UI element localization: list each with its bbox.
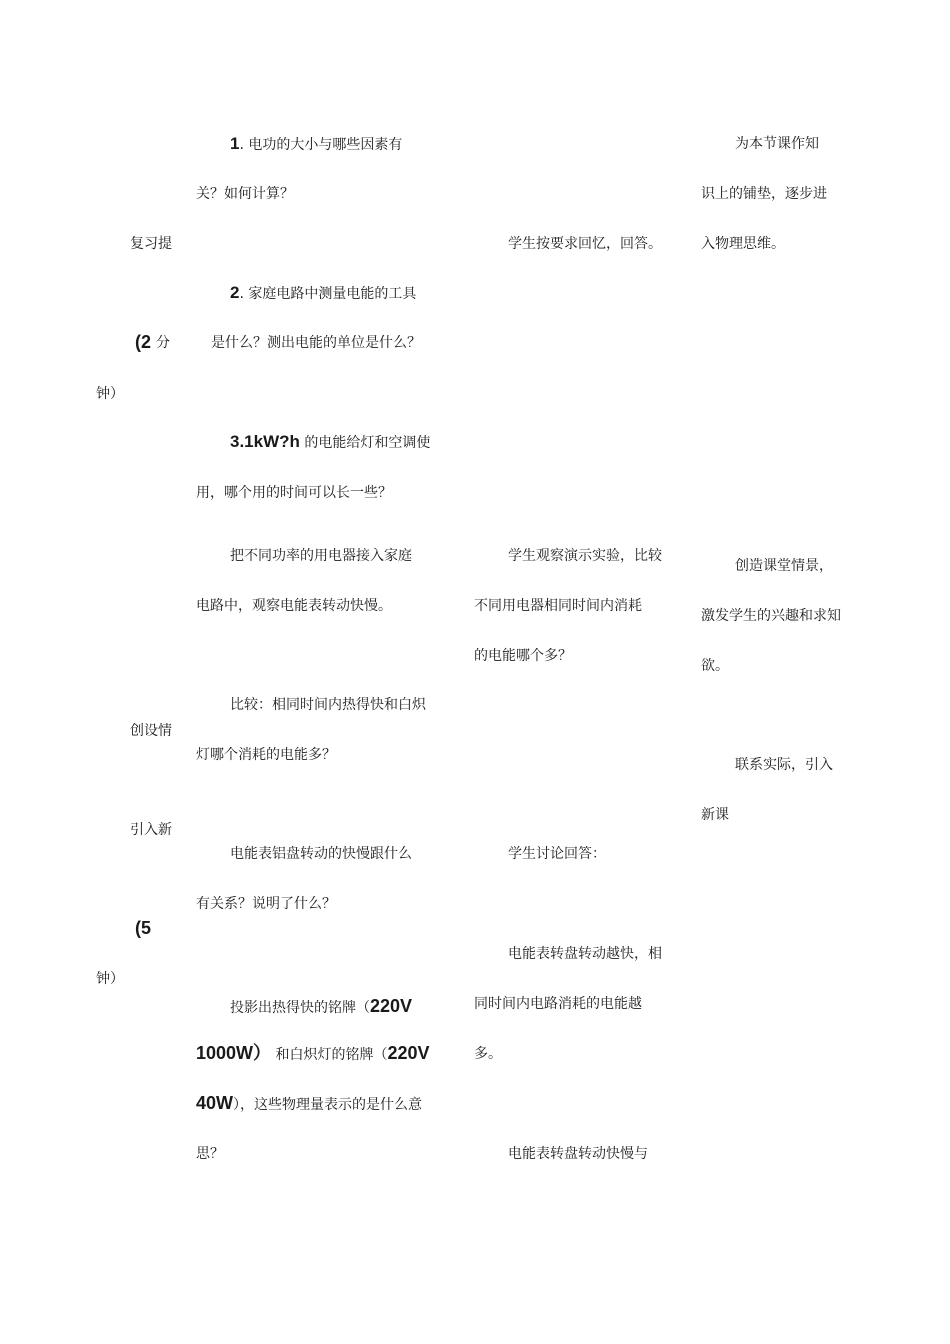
stage-intro-label-2: 引入新: [130, 822, 172, 838]
student-review-answer: 学生按要求回忆，回答。: [508, 236, 662, 252]
stage-intro-label-1: 创设情: [130, 723, 172, 739]
student-conclusion-line-2: 同时间内电路消耗的电能越: [474, 996, 642, 1012]
question-1-number: 1: [230, 134, 240, 153]
nameplate-voltage-2: 220V: [387, 1043, 430, 1063]
stage-review-time-num: (2: [135, 332, 152, 352]
purpose-2-line-3: 欲。: [701, 658, 729, 674]
purpose-1-line-2: 识上的铺垫，逐步进: [701, 186, 827, 202]
nameplate-text-1: 投影出热得快的铭牌（: [230, 1000, 370, 1016]
student-meter-line-1: 电能表转盘转动快慢与: [508, 1146, 648, 1162]
question-1-line-1: [230, 134, 402, 155]
question-2-line-2: 是什么？测出电能的单位是什么？: [211, 335, 421, 351]
question-1-line-2: 关？如何计算？: [196, 186, 294, 202]
purpose-2-line-1: 创造课堂情景，: [735, 558, 833, 574]
purpose-1-line-1: 为本节课作知: [735, 136, 819, 152]
compare-line-2: 灯哪个消耗的电能多？: [196, 747, 336, 763]
purpose-3-line-1: 联系实际，引入: [735, 757, 833, 773]
student-conclusion-line-3: 多。: [474, 1046, 502, 1062]
purpose-2-line-2: 激发学生的兴趣和求知: [701, 608, 841, 624]
question-2-number: 2: [230, 283, 240, 302]
student-observe-line-2: 不同用电器相同时间内消耗: [474, 598, 642, 614]
nameplate-line-1: [230, 996, 412, 1018]
stage-review-time-unit: 分: [156, 335, 170, 351]
stage-review-label: 复习提: [130, 236, 172, 252]
nameplate-power-2: 40W: [196, 1093, 234, 1113]
nameplate-line-2: [196, 1043, 430, 1065]
nameplate-line-3: [196, 1093, 422, 1115]
nameplate-line-4: 思？: [196, 1146, 224, 1162]
stage-intro-time-num: (5: [135, 918, 152, 938]
student-discuss: 学生讨论回答：: [508, 846, 606, 862]
question-3-number: 3.1kW?h: [230, 432, 300, 451]
demo-line-2: 电路中，观察电能表转动快慢。: [196, 598, 392, 614]
student-observe-line-1: 学生观察演示实验，比较: [508, 548, 662, 564]
compare-line-1: 比较：相同时间内热得快和白炽: [230, 697, 426, 713]
question-3-line-1: [230, 432, 430, 453]
meter-question-line-1: 电能表铝盘转动的快慢跟什么: [230, 846, 412, 862]
purpose-1-line-3: 入物理思维。: [701, 236, 785, 252]
question-3-text: 的电能给灯和空调使: [299, 435, 431, 451]
question-2-text: . 家庭电路中测量电能的工具: [239, 286, 417, 302]
nameplate-text-2: 和白炽灯的铭牌（: [271, 1047, 388, 1063]
demo-line-1: 把不同功率的用电器接入家庭: [230, 548, 412, 564]
stage-review-time-end: 钟）: [96, 386, 124, 402]
nameplate-text-3: ），这些物理量表示的是什么意: [233, 1097, 423, 1113]
student-observe-line-3: 的电能哪个多？: [474, 648, 572, 664]
question-2-line-1: [230, 283, 416, 304]
student-conclusion-line-1: 电能表转盘转动越快，相: [508, 946, 662, 962]
meter-question-line-2: 有关系？说明了什么？: [196, 896, 336, 912]
nameplate-voltage-1: 220V: [370, 996, 413, 1016]
purpose-3-line-2: 新课: [701, 807, 729, 823]
question-3-line-2: 用，哪个用的时间可以长一些？: [196, 485, 392, 501]
question-1-text: . 电功的大小与哪些因素有: [239, 137, 403, 153]
stage-intro-time-end: 钟）: [96, 971, 124, 987]
nameplate-power-1: 1000W）: [196, 1043, 272, 1063]
